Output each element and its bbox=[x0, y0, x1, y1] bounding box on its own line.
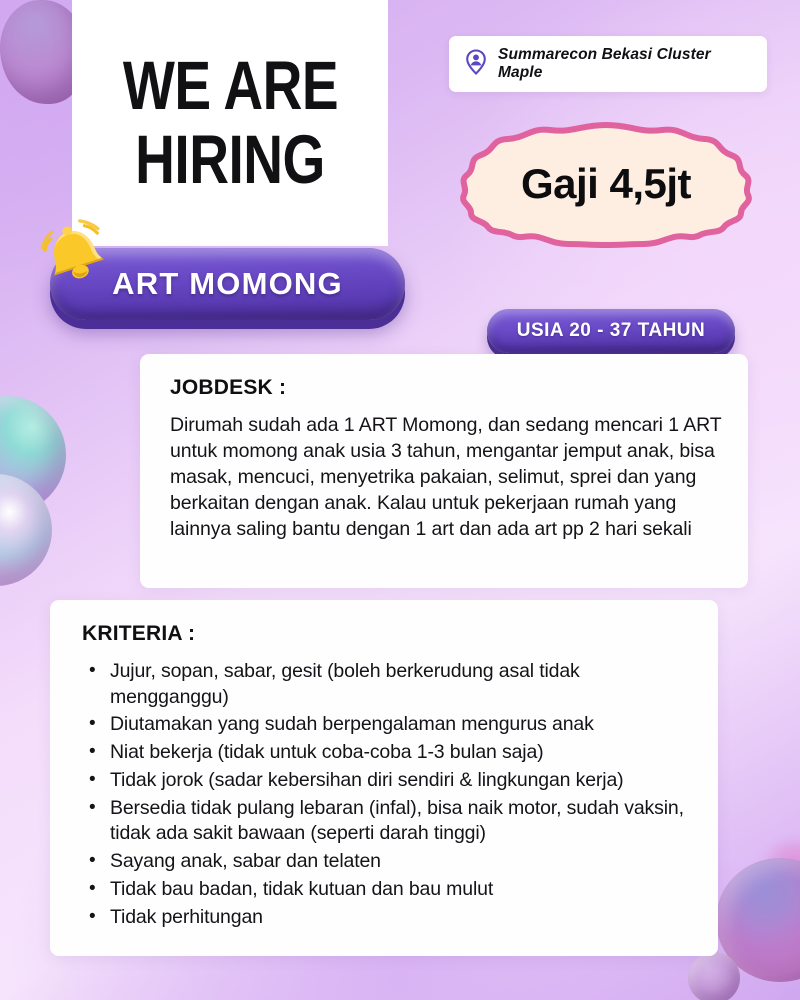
kriteria-heading: KRITERIA : bbox=[82, 622, 196, 645]
kriteria-list-item: • Tidak bau badan, tidak kutuan dan bau mulut bbox=[82, 877, 692, 903]
location-pin-icon bbox=[465, 49, 487, 80]
age-requirement-pill bbox=[487, 309, 735, 353]
kriteria-list-item: • Diutamakan yang sudah berpengalaman mengurus anak bbox=[82, 712, 692, 738]
age-requirement-label: USIA 20 - 37 TAHUN bbox=[516, 320, 706, 341]
kriteria-card bbox=[50, 600, 718, 956]
kriteria-list-item: • Bersedia tidak pulang lebaran (infal), bisa naik motor, sudah vaksin, tidak ada sakit bawaan (seperti darah tinggi) bbox=[82, 796, 692, 847]
kriteria-list-item: • Tidak perhitungan bbox=[82, 905, 692, 931]
headline-block bbox=[72, 0, 388, 246]
kriteria-list-item: • Jujur, sopan, sabar, gesit (boleh berkerudung asal tidak mengganggu) bbox=[82, 659, 692, 710]
decorative-blob-right-small bbox=[688, 952, 740, 1000]
kriteria-list-item: • Niat bekerja (tidak untuk coba-coba 1-3 bulan saja) bbox=[82, 740, 692, 766]
headline-line-1: WE ARE bbox=[122, 47, 338, 125]
salary-burst-badge bbox=[456, 122, 756, 248]
headline-line-2: HIRING bbox=[135, 121, 325, 199]
kriteria-list-item: • Sayang anak, sabar dan telaten bbox=[82, 849, 692, 875]
role-title-label: ART MOMONG bbox=[112, 266, 343, 301]
location-badge bbox=[449, 36, 767, 92]
jobdesk-body: Dirumah sudah ada 1 ART Momong, dan sedang mencari 1 ART untuk momong anak usia 3 tahun, mengantar jemput anak, bisa masak, mencuci, menyetrika pakaian, selimut, sprei dan yang berkaitan dengan anak. Kalau untuk pekerjaan rumah yang lainnya saling bantu dengan 1 art dan ada art pp 2 hari sekali bbox=[170, 414, 722, 540]
kriteria-list-item: • Tidak jorok (sadar kebersihan diri sendiri & lingkungan kerja) bbox=[82, 768, 692, 794]
salary-label: Gaji 4,5jt bbox=[520, 160, 692, 207]
jobdesk-heading: JOBDESK : bbox=[170, 376, 287, 399]
jobdesk-card bbox=[140, 354, 748, 588]
kriteria-list bbox=[82, 659, 692, 930]
location-label: Summarecon Bekasi Cluster Maple bbox=[498, 46, 711, 81]
